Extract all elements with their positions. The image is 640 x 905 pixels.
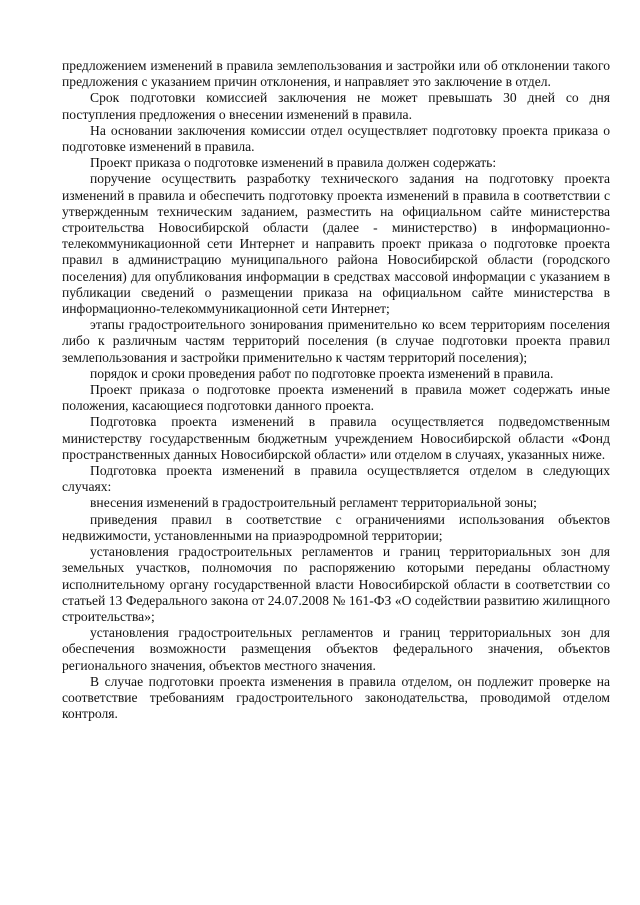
- paragraph-4: Проект приказа о подготовке изменений в правила должен содержать:: [90, 155, 497, 171]
- paragraph-5: поручение осуществить разработку технического задания на подготовку проекта изменений в правила и обеспечить подготовку проекта изменений в правила в соответствии с утвержденным техническим заданием, разместить на официальном сайте министерства строительства Новосибирской области (далее - министерство) в информационно-телекоммуникационной сети Интернет и направить проект приказа о подготовке проекта правил в администрацию муниципального района Новосибирской области (городского поселения) для опубликования информации в средствах массовой информации с указанием в публикации сведений о размещении приказа на официальном сайте министерства в информационно-телекоммуникационной сети Интернет;: [62, 171, 610, 317]
- paragraph-6: этапы градостроительного зонирования применительно ко всем территориям поселения либо к различным частям территорий поселения (в случае подготовки проекта правил землепользования и застройки применительно к частям территорий поселения);: [62, 317, 610, 365]
- paragraph-14: установления градостроительных регламентов и границ территориальных зон для обеспечения возможности размещения объектов федерального значения, объектов регионального значения, объектов местного значения.: [62, 625, 610, 673]
- paragraph-7: порядок и сроки проведения работ по подготовке проекта изменений в правила.: [90, 365, 554, 381]
- paragraph-2: Срок подготовки комиссией заключения не может превышать 30 дней со дня поступления предложения о внесении изменений в правила.: [62, 90, 610, 122]
- paragraph-15: В случае подготовки проекта изменения в правила отделом, он подлежит проверке на соответствие требованиям градостроительного законодательства, проводимой отделом контроля.: [62, 673, 610, 722]
- paragraph-12: приведения правил в соответствие с ограничениями использования объектов недвижимости, установленными на приаэродромной территории;: [62, 511, 610, 543]
- paragraph-11: внесения изменений в градостроительный регламент территориальной зоны;: [90, 495, 537, 511]
- paragraph-3: На основании заключения комиссии отдел осуществляет подготовку проекта приказа о подготовке изменений в правила.: [62, 122, 610, 155]
- document-page: [62, 58, 610, 722]
- paragraph-9: Подготовка проекта изменений в правила осуществляется подведомственным министерству государственным бюджетным учреждением Новосибирской области «Фонд пространственных данных Новосибирской области» или отделом в случаях, указанных ниже.: [62, 414, 610, 462]
- paragraph-1: предложением изменений в правила землепользования и застройки или об отклонении такого предложения с указанием причин отклонения, и направляет это заключение в отдел.: [62, 58, 610, 90]
- paragraph-8: Проект приказа о подготовке проекта изменений в правила может содержать иные положения, касающиеся подготовки данного проекта.: [62, 382, 610, 414]
- paragraph-13: установления градостроительных регламентов и границ территориальных зон для земельных участков, полномочия по распоряжению которыми переданы областному исполнительному органу государственной власти Новосибирской области в соответствии со статьей 13 Федерального закона от 24.07.2008 № 161-ФЗ «О содействии развитию жилищного строительства»;: [62, 544, 610, 624]
- paragraph-10: Подготовка проекта изменений в правила осуществляется отделом в следующих случаях:: [62, 463, 610, 495]
